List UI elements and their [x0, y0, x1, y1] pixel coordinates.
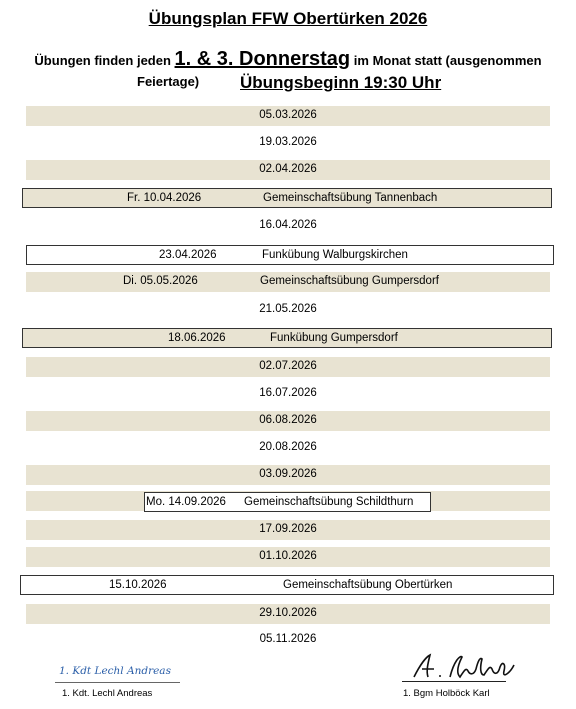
commander-signature-text: 1. Kdt Lechl Andreas	[59, 665, 171, 677]
page-title: Übungsplan FFW Obertürken 2026	[148, 9, 428, 28]
event-label: Funkübung Walburgskirchen	[262, 249, 408, 261]
event-row	[26, 245, 554, 265]
date-row	[26, 133, 550, 153]
event-date: Di. 05.05.2026	[123, 275, 198, 287]
date-cell: 20.08.2026	[259, 441, 317, 453]
date-row	[26, 106, 550, 126]
date-row	[26, 300, 550, 320]
mayor-signature-image	[410, 651, 520, 683]
date-row	[26, 547, 550, 567]
date-row	[26, 357, 550, 377]
date-row	[26, 465, 550, 485]
date-cell: 05.03.2026	[259, 109, 317, 121]
date-row	[26, 604, 550, 624]
event-row	[22, 328, 552, 348]
event-date: Mo. 14.09.2026	[146, 496, 226, 508]
event-row	[22, 188, 552, 208]
date-cell: 01.10.2026	[259, 550, 317, 562]
schedule-info	[0, 48, 576, 71]
date-cell: 02.07.2026	[259, 360, 317, 372]
date-cell: 16.07.2026	[259, 387, 317, 399]
date-cell: 29.10.2026	[259, 607, 317, 619]
date-row	[26, 384, 550, 404]
date-row	[26, 438, 550, 458]
date-cell: 19.03.2026	[259, 136, 317, 148]
event-label: Gemeinschaftsübung Tannenbach	[263, 192, 438, 204]
date-cell: 21.05.2026	[259, 303, 317, 315]
date-cell: 02.04.2026	[259, 163, 317, 175]
event-date: Fr. 10.04.2026	[127, 192, 202, 204]
commander-signature-label: 1. Kdt. Lechl Andreas	[62, 688, 153, 699]
date-row	[26, 520, 550, 540]
event-row	[26, 272, 550, 292]
mayor-signature-line	[402, 681, 506, 682]
event-date: 23.04.2026	[159, 249, 217, 261]
mayor-signature-label: 1. Bgm Holböck Karl	[403, 688, 490, 699]
commander-handwritten-signature	[55, 662, 180, 683]
intro-prefix: Übungen finden jeden	[34, 53, 171, 68]
date-row	[26, 411, 550, 431]
event-row	[20, 575, 554, 595]
date-row	[26, 216, 550, 236]
date-cell: 05.11.2026	[259, 633, 317, 645]
event-date: 18.06.2026	[168, 332, 226, 344]
start-time: Übungsbeginn 19:30 Uhr	[240, 73, 442, 92]
intro-line2: Feiertage)	[137, 74, 200, 89]
event-label: Gemeinschaftsübung Gumpersdorf	[260, 275, 439, 287]
date-cell: 06.08.2026	[259, 414, 317, 426]
date-row	[26, 630, 550, 650]
date-cell: 17.09.2026	[259, 523, 317, 535]
intro-highlight: 1. & 3. Donnerstag	[174, 48, 351, 70]
event-row	[144, 492, 431, 512]
event-date: 15.10.2026	[109, 579, 167, 591]
date-cell: 16.04.2026	[259, 219, 317, 231]
date-row	[26, 160, 550, 180]
event-label: Funkübung Gumpersdorf	[270, 332, 398, 344]
event-label: Gemeinschaftsübung Obertürken	[283, 579, 453, 591]
date-cell: 03.09.2026	[259, 468, 317, 480]
intro-suffix: im Monat statt (ausgenommen	[353, 53, 542, 68]
event-label: Gemeinschaftsübung Schildthurn	[244, 496, 414, 508]
